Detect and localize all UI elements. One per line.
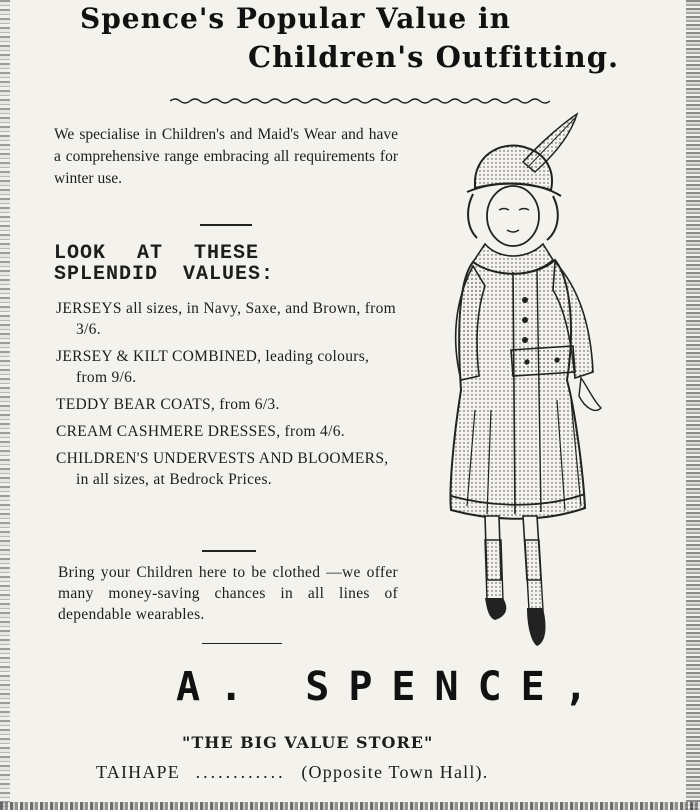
short-rule-1 — [200, 224, 252, 226]
intro-paragraph: We specialise in Children's and Maid's Wear and have a comprehensive range embracing all requirements for winter use. — [54, 126, 398, 187]
wavy-divider — [170, 96, 550, 106]
list-item: TEDDY BEAR COATS, from 6/3. — [56, 396, 280, 413]
left-edge-border — [0, 0, 10, 810]
headline-line-1: Spence's Popular Value in — [80, 2, 511, 35]
store-name: A. SPENCE, — [176, 664, 607, 710]
right-edge-border — [686, 0, 700, 810]
closing-paragraph: Bring your Children here to be clothed —we offer many money-saving chances in all lines of dependable wearables. — [58, 564, 398, 623]
short-rule-2 — [202, 550, 256, 552]
footer-town: TAIHAPE — [96, 762, 180, 782]
child-in-coat-illustration-icon — [415, 110, 615, 655]
list-item: CREAM CASHMERE DRESSES, from 4/6. — [56, 423, 345, 440]
look-heading-line-1: LOOK AT THESE — [54, 242, 260, 265]
list-item: JERSEYS all sizes, in Navy, Saxe, and Brown, from 3/6. — [56, 300, 397, 338]
footer-location: (Opposite Town Hall). — [301, 762, 489, 782]
value-list — [56, 298, 400, 496]
list-item: CHILDREN'S UNDERVESTS AND BLOOMERS, in all sizes, at Bedrock Prices. — [56, 450, 389, 488]
short-rule-3 — [202, 643, 282, 644]
store-tagline: "THE BIG VALUE STORE" — [182, 733, 434, 752]
look-heading — [54, 243, 274, 285]
look-heading-line-2: SPLENDID VALUES: — [54, 263, 275, 286]
footer-address — [96, 762, 488, 783]
bottom-edge-border — [0, 802, 700, 810]
headline-line-2: Children's Outfitting. — [248, 40, 620, 74]
footer-leader-dots: ............ — [195, 762, 286, 782]
list-item: JERSEY & KILT COMBINED, leading colours, from 9/6. — [56, 348, 370, 386]
